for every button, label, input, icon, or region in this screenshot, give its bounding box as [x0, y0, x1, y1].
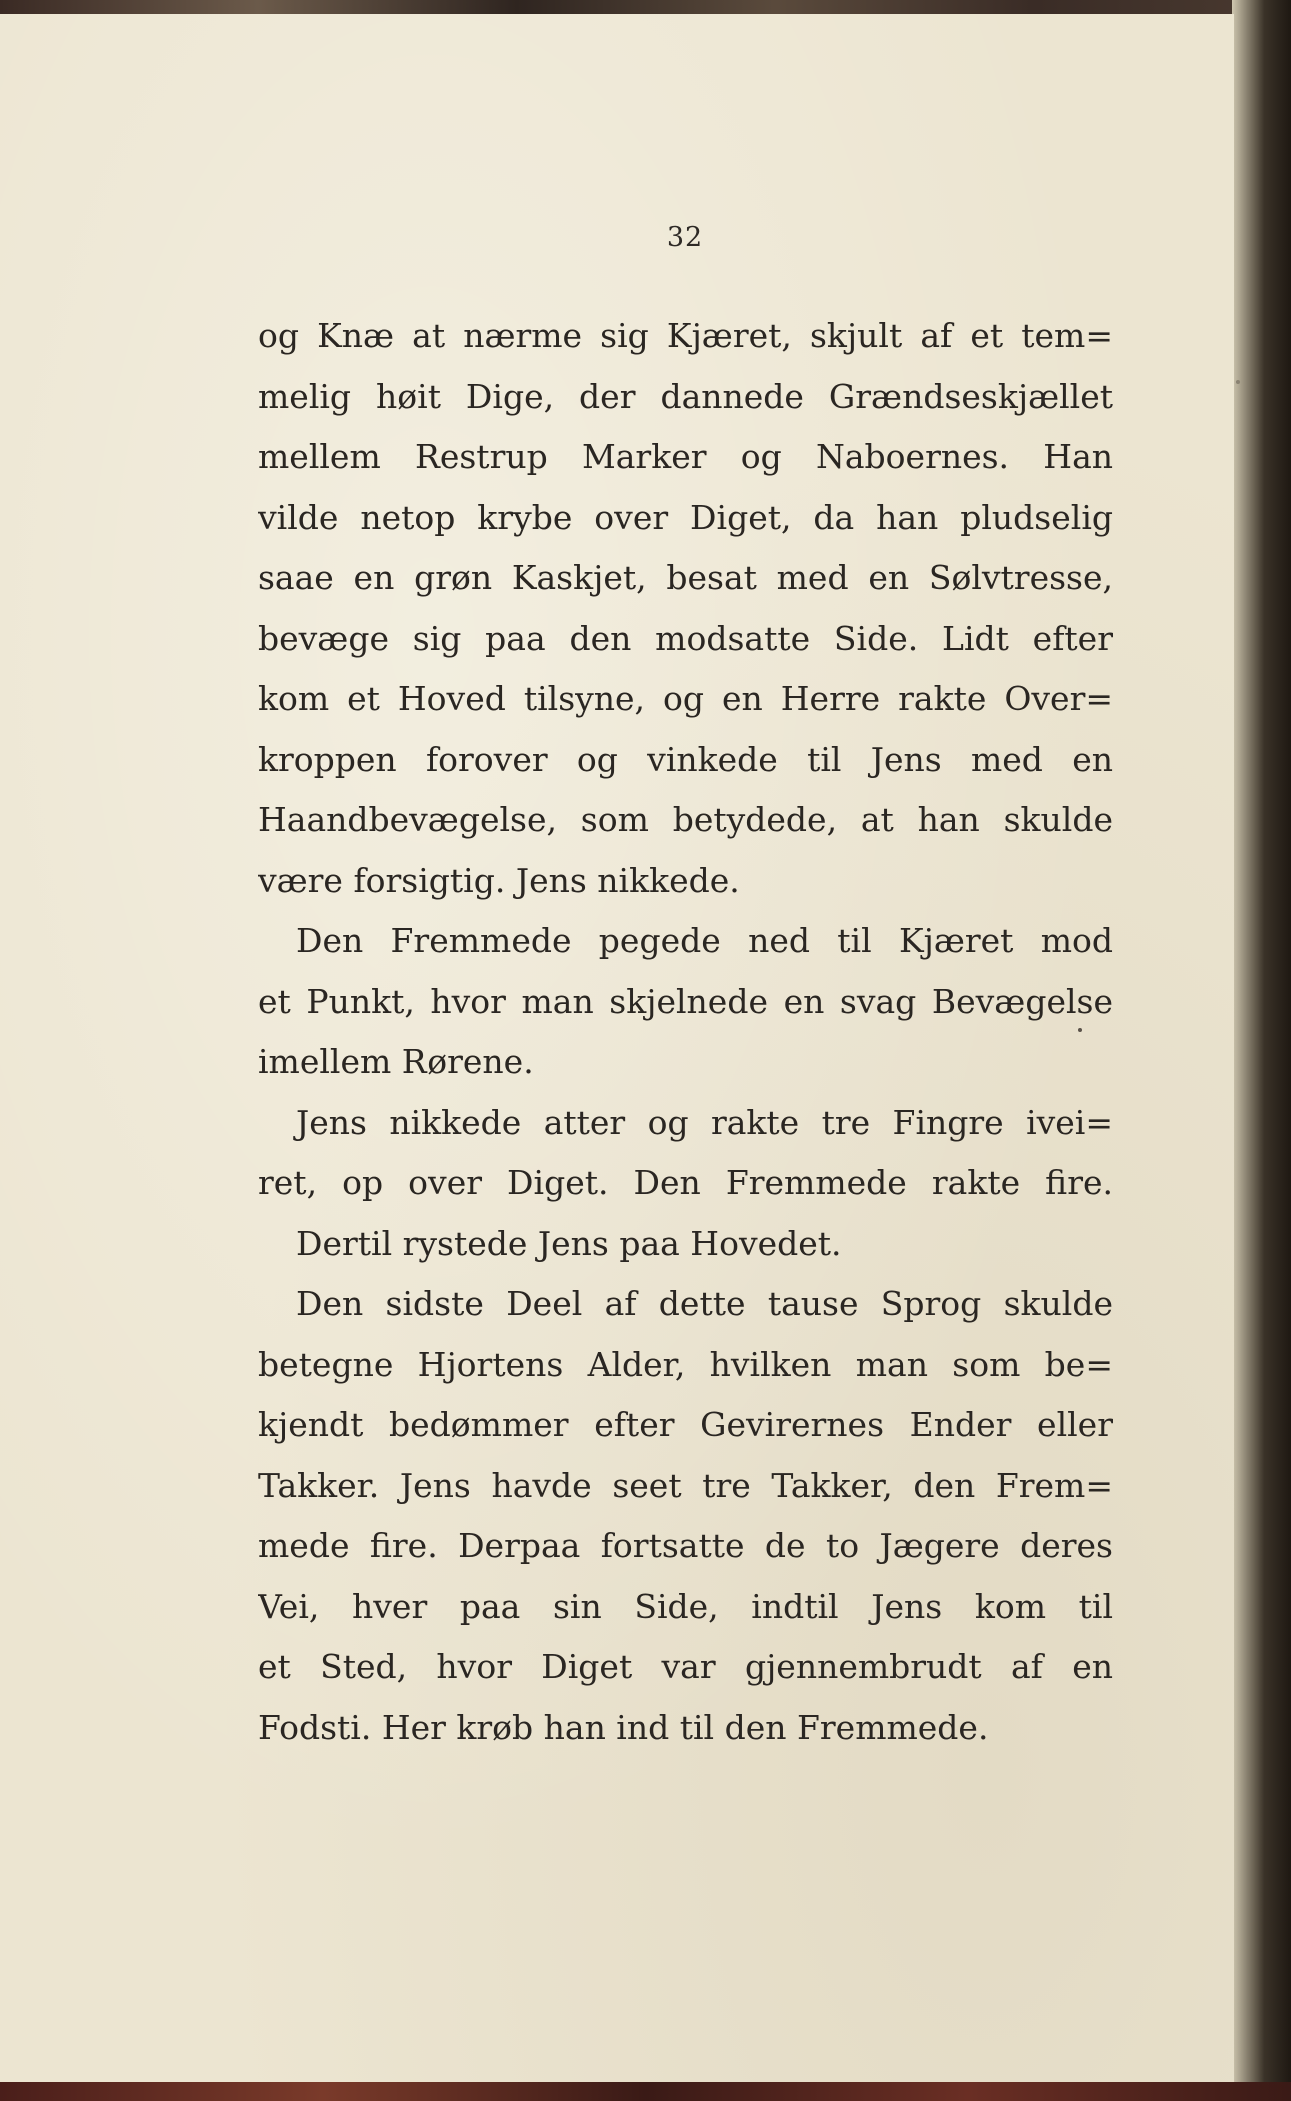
text-line: imellem Rørene.: [258, 1042, 534, 1081]
page-number: 32: [666, 222, 704, 253]
ink-speck: [1078, 1028, 1082, 1032]
text-line: melig høit Dige, der dannede Grændseskjællet: [258, 376, 1113, 416]
text-line: kroppen forover og vinkede til Jens med en: [258, 739, 1113, 779]
text-line: vilde netop krybe over Diget, da han pludselig: [258, 497, 1113, 537]
text-line: Fodsti. Her krøb han ind til den Fremmede.: [258, 1707, 989, 1747]
text-line: saae en grøn Kaskjet, besat med en Sølvtresse,: [258, 558, 1113, 597]
book-cover-bottom-edge: [0, 2082, 1291, 2101]
text-line: mellem Restrup Marker og Naboernes. Han: [258, 437, 1113, 476]
text-line: kjendt bedømmer efter Gevirernes Ender eller: [258, 1405, 1113, 1444]
page-gutter: [1232, 0, 1291, 2101]
text-line: Takker. Jens havde seet tre Takker, den Frem=: [258, 1465, 1113, 1505]
text-line: et Sted, hvor Diget var gjennembrudt af en: [258, 1647, 1113, 1686]
text-line: Dertil rystede Jens paa Hovedet.: [296, 1223, 842, 1263]
body-text: [258, 306, 1113, 1758]
text-line: Haandbevægelse, som betydede, at han skulde: [258, 800, 1113, 839]
text-line: og Knæ at nærme sig Kjæret, skjult af et tem=: [258, 316, 1113, 355]
text-line: ret, op over Diget. Den Fremmede rakte fire.: [258, 1163, 1113, 1202]
text-line: Den Fremmede pegede ned til Kjæret mod: [296, 921, 1113, 960]
text-line: betegne Hjortens Alder, hvilken man som be=: [258, 1344, 1113, 1384]
book-page: [0, 14, 1234, 2084]
text-line: et Punkt, hvor man skjelnede en svag Bevægelse: [258, 981, 1113, 1021]
text-line: mede fire. Derpaa fortsatte de to Jægere deres: [258, 1526, 1113, 1565]
ink-speck: [1236, 380, 1240, 384]
text-line: Vei, hver paa sin Side, indtil Jens kom til: [258, 1586, 1113, 1626]
text-line: Jens nikkede atter og rakte tre Fingre ivei=: [296, 1102, 1113, 1142]
text-line: kom et Hoved tilsyne, og en Herre rakte Over=: [258, 679, 1113, 718]
text-line: bevæge sig paa den modsatte Side. Lidt efter: [258, 618, 1113, 658]
text-line: Den sidste Deel af dette tause Sprog skulde: [296, 1284, 1113, 1323]
text-line: være forsigtig. Jens nikkede.: [258, 860, 740, 900]
